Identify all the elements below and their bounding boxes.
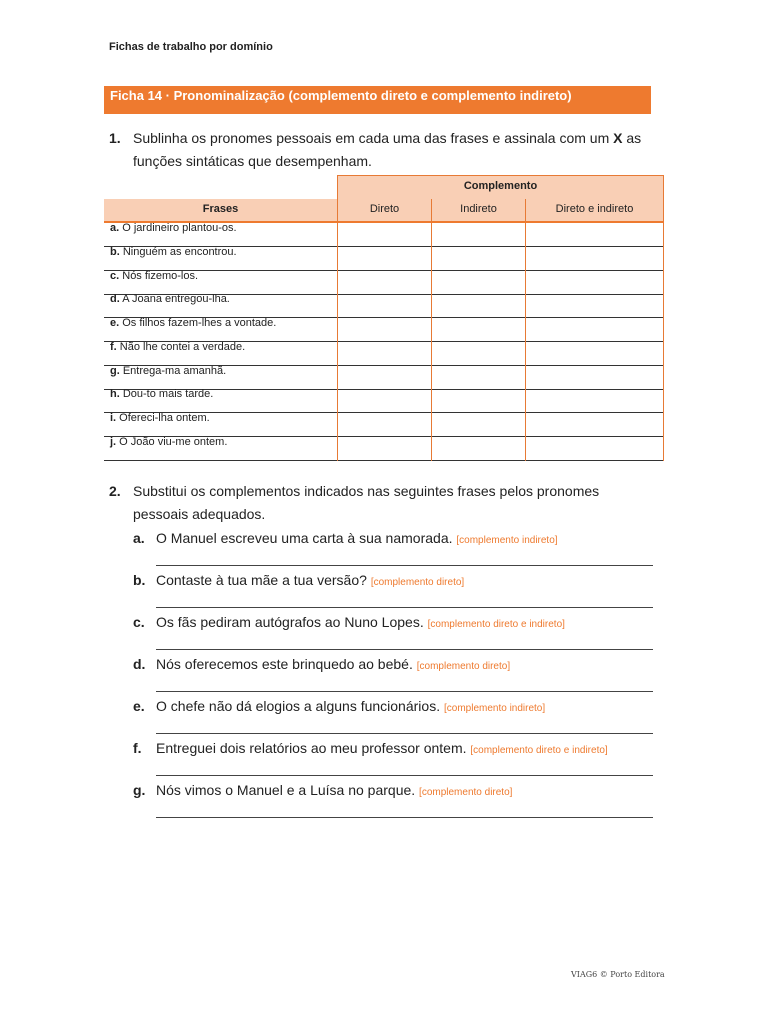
item-text: Os fãs pediram autógrafos ao Nuno Lopes. [156,614,424,630]
item-letter: f. [133,740,142,756]
item-sentence [156,698,545,714]
answer-line[interactable] [156,565,653,566]
item-letter: c. [133,614,145,630]
table-row [104,413,664,437]
item-letter: b. [133,572,146,588]
item-text: O chefe não dá elogios a alguns funcionários. [156,698,441,714]
question-1-text-after: as [622,130,642,146]
item-letter: e. [133,698,145,714]
row-text: Ninguém as encontrou. [119,246,237,258]
worksheet-title: Ficha 14 · Pronominalização (complemento direto e complemento indireto) [110,88,572,103]
page-footer: VIAG6 © Porto Editora [571,970,665,979]
item-tag: [complemento direto] [419,787,513,798]
question-1-text-before: Sublinha os pronomes pessoais em cada uma das frases e assinala com um [133,130,614,146]
question-1-text-line2: funções sintáticas que desempenham. [133,152,372,169]
table-row [104,223,664,247]
question-1-text [133,127,653,172]
item-sentence [156,530,558,546]
answer-line[interactable] [156,775,653,776]
question-2-number: 2. [109,483,121,499]
table-row [104,294,664,318]
page-header: Fichas de trabalho por domínio [109,41,273,53]
row-text: Dou-to mais tarde. [119,388,214,400]
item-letter: g. [133,782,146,798]
answer-line[interactable] [156,733,653,734]
answer-line[interactable] [156,691,653,692]
row-text: Ofereci-lha ontem. [116,412,210,424]
table-row [104,437,664,461]
row-text: O João viu-me ontem. [116,436,228,448]
item-letter: a. [133,530,145,546]
row-letter: h. [110,388,120,400]
table-row [104,318,664,342]
table-column-divider [431,223,432,461]
table-row [104,389,664,413]
item-sentence [156,782,512,798]
row-letter: c. [110,270,120,282]
question-1-mark: X [613,130,623,146]
question-1-number: 1. [109,130,121,146]
item-sentence [156,656,510,672]
row-text: O jardineiro plantou-os. [119,222,237,234]
worksheet-banner [104,86,651,114]
item-text: Nós oferecemos este brinquedo ao bebé. [156,656,413,672]
row-letter: g. [110,365,120,377]
item-tag: [complemento indireto] [443,703,546,714]
answer-line[interactable] [156,649,653,650]
row-letter: d. [110,293,120,305]
item-tag: [complemento direto e indireto] [470,745,608,756]
item-tag: [complemento indireto] [456,535,558,546]
table-header-direto-e-indireto: Direto e indireto [525,199,664,223]
row-letter: i. [110,412,117,424]
table-column-divider [663,223,664,461]
row-text: A Joana entregou-lha. [119,293,230,305]
row-text: Os filhos fazem-lhes a vontade. [119,317,277,329]
item-text: Contaste à tua mãe a tua versão? [156,572,367,588]
table-row [104,366,664,390]
table-row [104,342,664,366]
item-letter: d. [133,656,146,672]
item-text: O Manuel escreveu uma carta à sua namorada. [156,530,453,546]
question-2-text [133,480,653,525]
answer-line[interactable] [156,607,653,608]
item-tag: [complemento direto] [370,577,465,588]
answer-line[interactable] [156,817,653,818]
item-tag: [complemento direto e indireto] [427,619,565,630]
item-tag: [complemento direto] [416,661,511,672]
table-header-indireto: Indireto [431,199,525,223]
row-text: Entrega-ma amanhã. [119,365,227,377]
question-2-text-line1: Substitui os complementos indicados nas seguintes frases pelos pronomes [133,483,600,499]
table-row [104,247,664,271]
item-sentence [156,614,565,630]
row-letter: f. [110,341,117,353]
row-letter: j. [110,436,117,448]
row-text: Não lhe contei a verdade. [116,341,246,353]
table-row [104,271,664,295]
item-sentence [156,572,464,588]
table-column-divider [525,223,526,461]
table-header-frases: Frases [104,199,337,223]
row-text: Nós fizemo-los. [119,270,199,282]
item-text: Entreguei dois relatórios ao meu professor ontem. [156,740,467,756]
question-2-text-line2: pessoais adequados. [133,505,266,522]
item-text: Nós vimos o Manuel e a Luísa no parque. [156,782,416,798]
table-group-header: Complemento [337,175,664,199]
row-letter: a. [110,222,120,234]
table-header-direto: Direto [337,199,431,223]
item-sentence [156,740,608,756]
row-letter: b. [110,246,120,258]
table-column-divider [337,223,338,461]
row-letter: e. [110,317,120,329]
